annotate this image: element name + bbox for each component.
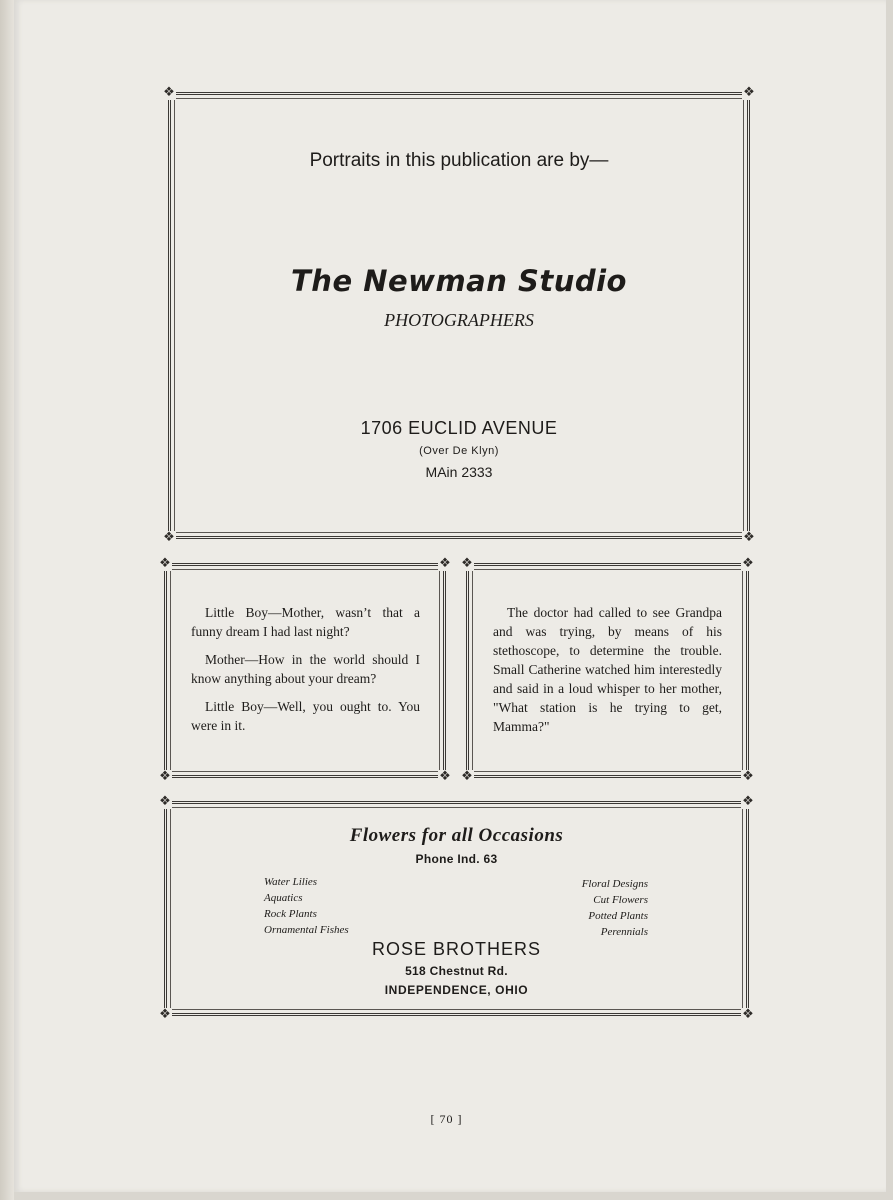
corner-ornament-icon: ❖	[159, 769, 171, 784]
corner-ornament-icon: ❖	[163, 530, 175, 545]
book-binding	[0, 0, 14, 1200]
corner-ornament-icon: ❖	[439, 769, 451, 784]
corner-ornament-icon: ❖	[159, 556, 171, 571]
corner-ornament-icon: ❖	[742, 556, 754, 571]
corner-ornament-icon: ❖	[159, 1007, 171, 1022]
corner-ornament-icon: ❖	[742, 769, 754, 784]
florist-right-list	[582, 876, 648, 940]
list-item: Perennials	[600, 926, 648, 938]
florist-city: INDEPENDENCE, OHIO	[384, 983, 529, 997]
corner-ornament-icon: ❖	[743, 530, 755, 545]
list-item: Rock Plants	[264, 908, 317, 920]
joke-right-frame	[461, 556, 754, 784]
corner-ornament-icon: ❖	[742, 1007, 754, 1022]
joke-paragraph: The doctor had called to see Grandpa and was trying, by means of his stethoscope, to determine the trouble. Small Catherine watched him interestedly and said in a loud whisper to her mother, "What station is he trying to get, Mamma?"	[493, 605, 722, 734]
corner-ornament-icon: ❖	[461, 769, 473, 784]
studio-phone: MAin 2333	[425, 464, 493, 480]
joke-paragraph: Mother—How in the world should I know anything about your dream?	[191, 652, 420, 686]
list-item: Ornamental Fishes	[264, 924, 349, 936]
list-item: Water Lilies	[264, 876, 318, 888]
list-item: Potted Plants	[588, 910, 648, 922]
corner-ornament-icon: ❖	[159, 794, 171, 809]
studio-subtitle: PHOTOGRAPHERS	[384, 310, 534, 330]
florist-address: 518 Chestnut Rd.	[405, 964, 508, 978]
corner-ornament-icon: ❖	[742, 794, 754, 809]
corner-ornament-icon: ❖	[163, 85, 175, 100]
studio-ad-frame	[163, 85, 755, 545]
florist-left-list	[264, 874, 349, 938]
studio-intro: Portraits in this publication are by—	[309, 150, 609, 171]
page-number: [ 70 ]	[430, 1112, 463, 1126]
list-item: Aquatics	[264, 892, 303, 904]
studio-address: 1706 EUCLID AVENUE	[360, 418, 558, 438]
joke-left-text	[191, 603, 420, 744]
joke-paragraph: Little Boy—Well, you ought to. You were in it.	[191, 699, 420, 733]
joke-paragraph: Little Boy—Mother, wasn’t that a funny dream I had last night?	[191, 605, 420, 639]
corner-ornament-icon: ❖	[439, 556, 451, 571]
florist-title: Flowers for all Occasions	[349, 825, 564, 846]
studio-name: The Newman Studio	[291, 264, 627, 298]
list-item: Cut Flowers	[593, 894, 648, 906]
joke-right-text	[493, 603, 722, 745]
florist-phone: Phone Ind. 63	[415, 852, 498, 866]
florist-ad-frame	[159, 794, 754, 1022]
joke-left-frame	[159, 556, 451, 784]
studio-location-note: (Over De Klyn)	[419, 445, 499, 457]
florist-business-name: ROSE BROTHERS	[371, 939, 542, 959]
corner-ornament-icon: ❖	[743, 85, 755, 100]
list-item: Floral Designs	[581, 878, 648, 890]
corner-ornament-icon: ❖	[461, 556, 473, 571]
